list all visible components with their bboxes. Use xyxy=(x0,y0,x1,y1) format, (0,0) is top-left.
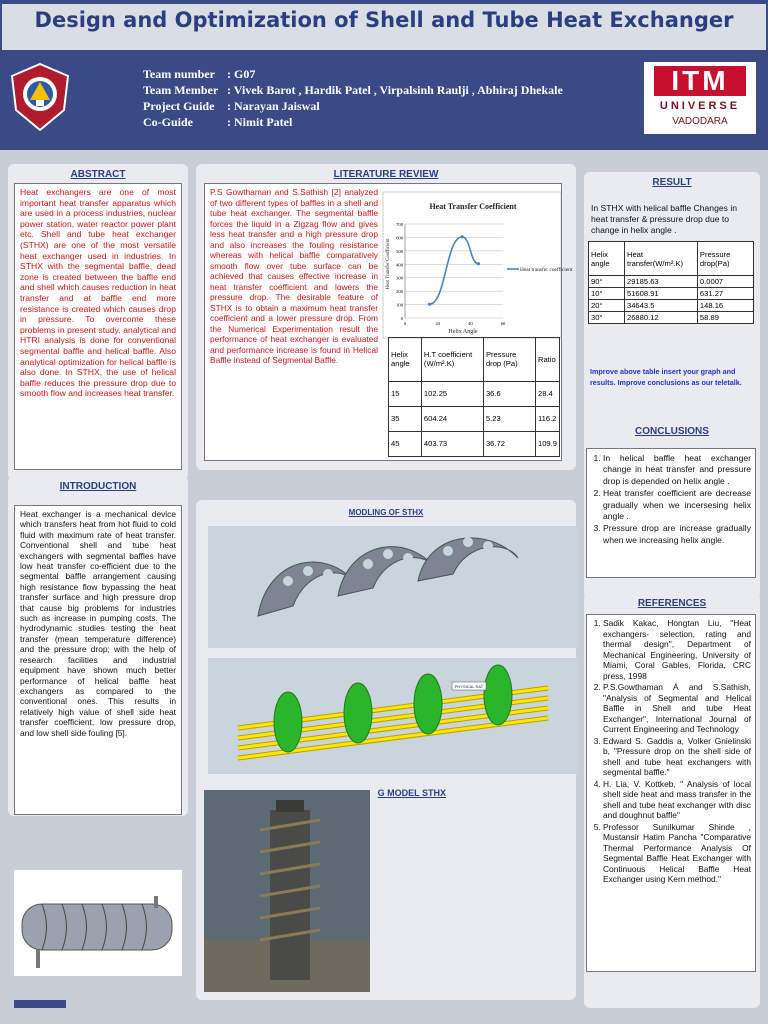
list-item: 4. H. Lia, V. Kottkeb, " Analysis of local shell side heat and mass transfer in the shell and tube heat exchanger with disc and doughnut baffle" xyxy=(603,779,751,821)
table-row: 15 102.25 36.6 28.4 xyxy=(389,381,560,406)
table-header-row: Helix angle H.T coefficient (W/m².K) Pressure drop (Pa) Ratio xyxy=(389,338,560,382)
abstract-text: Heat exchangers are one of most important heat transfer apparatus which are used in a process industries, nuclear power station, water reactor power plant etc. Shell and tube heat exchanger (STHX) are one of the most versatile heat exchanger used in industries. In STHX with the segmental baffle, dead zone is created between the baffle end and shell which causes reduction in heat transfer and at baffle end more resistance is created which causes drop in pressure. To overcome these problems in present study, analytical and HTRI analysis is done for conventional segmental baffle and helical baffle. Also analytical optimization for helical baffle is also done. In STHX, the use of helical baffle reduces the pressure drop due to smooth flow and increases heat transfer. xyxy=(20,187,176,399)
literature-heading: LITERATURE REVIEW xyxy=(333,169,439,180)
conclusions-heading: CONCLUSIONS xyxy=(635,426,709,437)
y-tick-label: 200 xyxy=(396,289,403,295)
literature-table xyxy=(388,337,560,457)
list-item: 2. P.S.Gowthaman Á and S.Sathish, "Analysis of Segmental and Helical Baffle in Shell and tube Heat Exchanger", International Journal of Current Engineering and Technology xyxy=(603,682,751,735)
references-list xyxy=(587,615,755,885)
modelling-heading: MODLING OF STHX xyxy=(348,508,424,517)
itm-universe-logo: ITM UNIVERSE VADODARA xyxy=(644,62,756,134)
y-tick-label: 300 xyxy=(396,275,403,281)
introduction-heading: INTRODUCTION xyxy=(59,481,137,492)
abstract-heading: ABSTRACT xyxy=(70,169,126,180)
working-model-heading: G MODEL STHX xyxy=(377,788,446,798)
team-member-row: Team Member : Vivek Barot , Hardik Patel , Virpalsinh Raulji , Abhiraj Dhekale xyxy=(143,83,563,97)
table-row: 20° 34643.5 148.16 xyxy=(589,300,754,312)
footer-accent-bar xyxy=(14,1000,66,1008)
y-tick-label: 600 xyxy=(396,235,403,241)
list-item: 2. Heat transfer coefficient are decrease gradually when we incersesing helix angle . xyxy=(603,488,751,522)
tube-bundle-model-image xyxy=(208,658,578,774)
y-tick-label: 400 xyxy=(396,262,403,268)
table-row: 90° 29185.63 0.0007 xyxy=(589,276,754,288)
result-note: Improve above table insert your graph and results. Improve conclusions as our teletalk. xyxy=(590,367,742,387)
table-header-row: Helix angle Heat transfer(W/m².K) Pressure drop(Pa) xyxy=(589,242,754,276)
chart-frame xyxy=(383,192,561,338)
data-point xyxy=(461,235,464,238)
y-tick-label: 0 xyxy=(400,316,403,321)
list-item: 1. In helical baffle heat exchanger change in heat transfer and pressure drop is depended on helix angle . xyxy=(603,453,751,487)
header-underbar xyxy=(0,136,768,150)
list-item: 3. Pressure drop are increase gradually when we increasing helix angle. xyxy=(603,523,751,546)
table-row: 10° 51608.91 631.27 xyxy=(589,288,754,300)
working-model-photo xyxy=(204,790,370,992)
list-item: 3. Edward S. Gaddis a, Volker Gnielinski b, "Pressure drop on the shell side of shell and tube heat exchangers with segmental baffle." xyxy=(603,736,751,778)
university-seal-logo xyxy=(8,62,72,132)
y-axis-label: Heat Transfer Coefficient xyxy=(386,238,391,290)
team-number-row: Team number : G07 xyxy=(143,67,256,81)
introduction-box xyxy=(14,505,182,815)
data-point xyxy=(477,262,480,265)
list-item: 1. Sadik Kakac, Hongtan Liu, "Heat exchangers- selection, rating and thermal design", Department of Mechanical Engineering, University of Miami, Coral Gables, Florida, CRC press, 1998 xyxy=(603,618,751,681)
poster-title: Design and Optimization of Shell and Tube Heat Exchanger xyxy=(34,8,734,32)
co-guide-row: Co-Guide : Nimit Patel xyxy=(143,115,293,129)
x-tick-label: 0 xyxy=(403,321,407,326)
team-info xyxy=(143,66,563,130)
project-guide-row: Project Guide : Narayan Jaiswal xyxy=(143,99,320,113)
list-item: 5. Professor Sunilkumar Shinde , Mustansir Hatim Pancha "Comparative Thermal Performance Analysis Of Segmental Baffle Heat Exchanger with Continuous Helical Baffle Heat Exchanger using Kern method." xyxy=(603,822,751,885)
x-tick-label: 60 xyxy=(500,321,506,326)
legend-label: Heat transfer coefficient xyxy=(520,267,573,273)
x-tick-label: 20 xyxy=(435,321,440,326)
result-heading: RESULT xyxy=(652,177,692,188)
result-text: In STHX with helical baffle Changes in heat transfer & pressure drop due to change in helix angle . xyxy=(591,203,738,235)
y-tick-label: 700 xyxy=(396,222,403,227)
references-box xyxy=(586,614,756,972)
y-tick-label: 500 xyxy=(396,248,403,254)
x-axis-label: Helix Angle xyxy=(448,329,478,335)
helical-baffle-render-image xyxy=(14,870,182,976)
x-tick-label: 40 xyxy=(468,321,473,326)
chart-title: Heat Transfer Coefficient xyxy=(429,202,517,211)
conclusions-list xyxy=(587,449,755,546)
heat-transfer-coefficient-chart xyxy=(383,192,573,338)
introduction-text: Heat exchanger is a mechanical device which transfers heat from hot fluid to cold fluid with maximum rate of heat transfer. Conventional shell and tube heat exchangers with segmental baffles have low heat transfer co-efficient due to the segmental baffle arrangement causing high resistance flow bypassing the heat transfer surface and high pressure drop that cause big problems for industries such as increase in pumping costs. The hydrodynamic studies testing the heat transfer (mean temperature difference) and the pressure drop; with the help of research facilities and industrial equipment have shown much better performance of helical baffle heat exchangers as compared to the conventional ones. This results in relatively high value of shell side heat transfer coefficient, low pressure drop, and low shell side fouling [5]. xyxy=(20,509,176,738)
table-row: 30° 26880.12 58.89 xyxy=(589,312,754,324)
data-point xyxy=(428,303,431,306)
y-tick-label: 100 xyxy=(396,302,403,308)
helical-baffle-model-image xyxy=(208,526,578,648)
references-heading: REFERENCES xyxy=(637,598,707,609)
table-row: 45 403.73 36.72 109.9 xyxy=(389,431,560,456)
result-table xyxy=(588,241,754,324)
table-row: 35 604.24 5.23 116.2 xyxy=(389,406,560,431)
model-badge-text: PHYSICAL RAT xyxy=(454,684,484,689)
abstract-box xyxy=(14,183,182,470)
literature-text: P.S Gowthaman and S.Sathish [2] analyzed of two different types of baffles in a shell and tube heat exchanger. The segmental baffle forces the liquid in a Zigzag flow and gives less heat transfer and a high pressure drop and also increases the fouling resistance whereas with helical baffle comparatively smooth flow over tube surface can be achieved that causes effective increase in heat transfer coefficient and lowers the pressure drop. The desirable feature of STHX is to obtain a maximum heat transfer coefficient and a lower pressure drop. From the Numerical Experimentation result the performance of heat exchanger is evaluated and performance increase is found in Helical Baffle instead of Segmental Baffle. xyxy=(210,187,378,365)
conclusions-box xyxy=(586,448,756,578)
